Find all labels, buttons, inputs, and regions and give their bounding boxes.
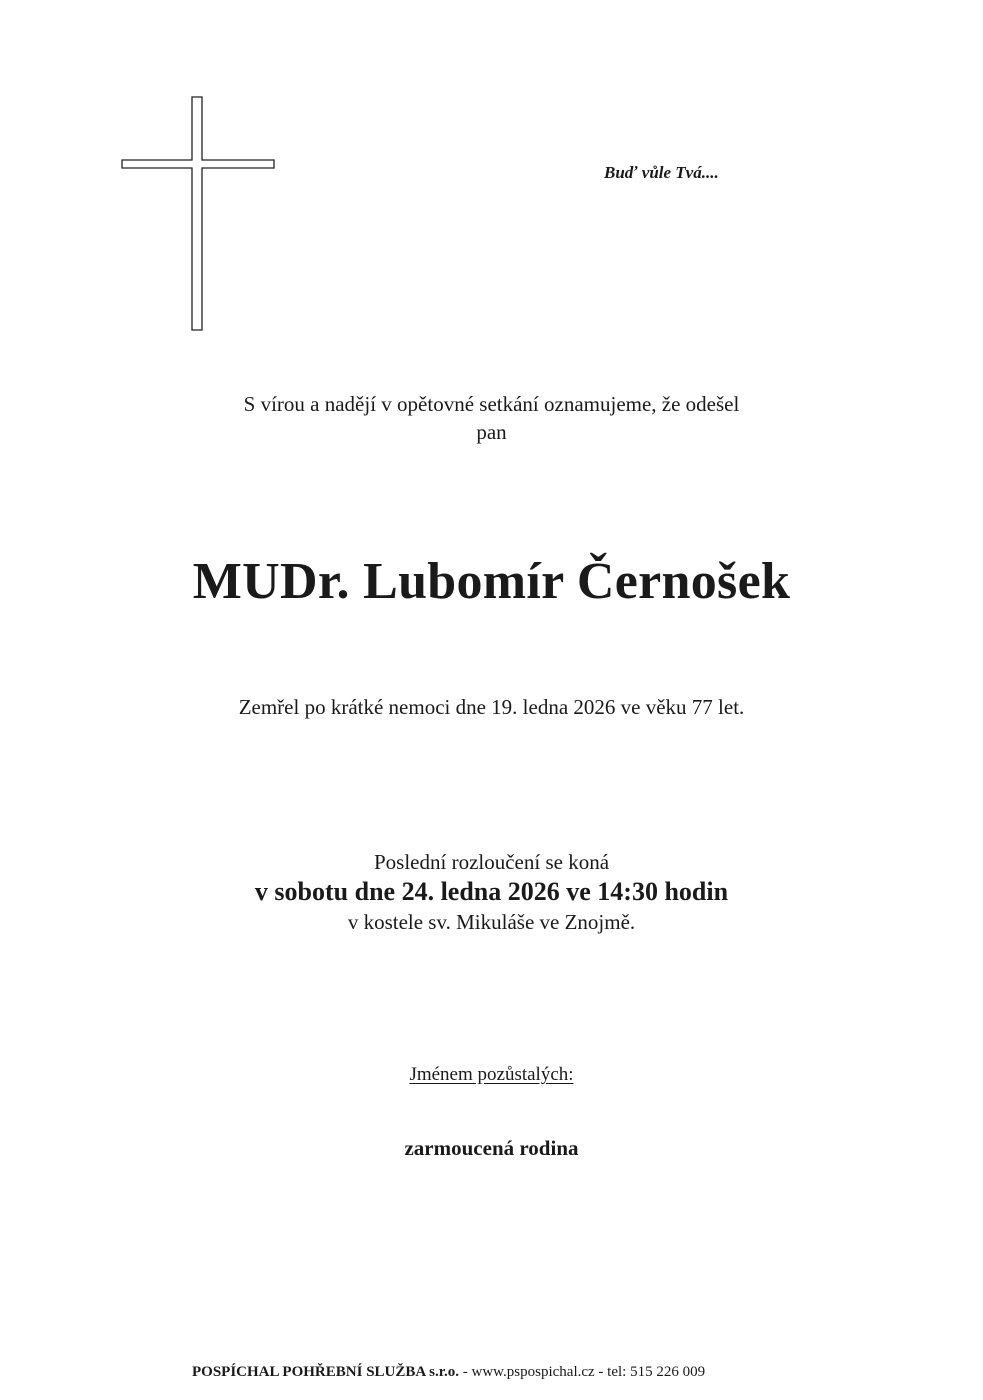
death-notice-text: Zemřel po krátké nemoci dne 19. ledna 2026 ve věku 77 let. (238, 695, 745, 719)
on-behalf-label (0, 1064, 983, 1086)
footer-details: - www.pspospichal.cz - tel: 515 226 009 (459, 1364, 706, 1380)
on-behalf-text: Jménem pozůstalých: (409, 1064, 574, 1085)
farewell-date-time: v sobotu dne 24. ledna 2026 ve 14:30 hodin (254, 877, 729, 906)
farewell-line-1: Poslední rozloučení se koná (373, 850, 610, 874)
motto: Buď vůle Tvá.... (604, 163, 719, 182)
farewell-location: v kostele sv. Mikuláše ve Znojmě. (347, 910, 636, 934)
intro-line-1: S vírou a nadějí v opětovné setkání oznamujeme, že odešel (243, 392, 740, 416)
footer (192, 1364, 705, 1381)
cross-icon (120, 96, 276, 332)
intro-line-2: pan (476, 420, 507, 444)
footer-company: POSPÍCHAL POHŘEBNÍ SLUŽBA s.r.o. (192, 1364, 460, 1380)
deceased-name: MUDr. Lubomír Černošek (192, 553, 791, 610)
family-signature: zarmoucená rodina (404, 1136, 579, 1160)
